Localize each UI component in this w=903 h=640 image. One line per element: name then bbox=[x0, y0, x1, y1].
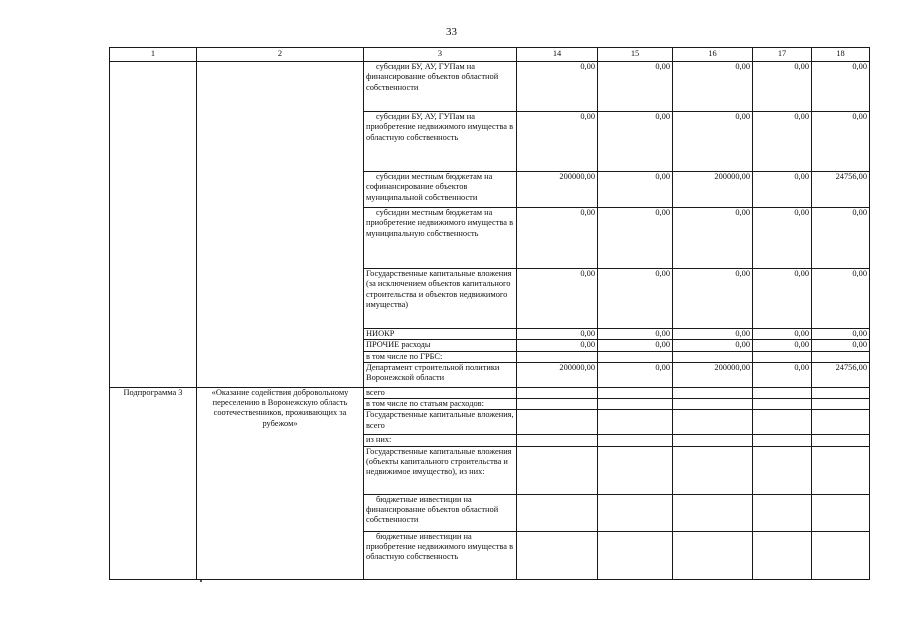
value-cell bbox=[812, 387, 870, 398]
value-cell bbox=[517, 446, 598, 494]
program-code-cell bbox=[110, 62, 197, 388]
value-cell: 0,00 bbox=[598, 112, 673, 172]
column-header: 16 bbox=[673, 48, 753, 62]
value-cell: 200000,00 bbox=[673, 362, 753, 387]
value-cell: 0,00 bbox=[753, 362, 812, 387]
value-cell: 0,00 bbox=[517, 340, 598, 351]
value-cell bbox=[753, 351, 812, 362]
value-cell: 200000,00 bbox=[673, 172, 753, 208]
value-cell bbox=[517, 531, 598, 579]
value-cell bbox=[673, 494, 753, 531]
row-label: Государственные капитальные вложения, всего bbox=[364, 410, 517, 435]
value-cell: 0,00 bbox=[812, 62, 870, 112]
value-cell: 0,00 bbox=[812, 269, 870, 329]
value-cell bbox=[598, 446, 673, 494]
column-header: 1 bbox=[110, 48, 197, 62]
row-label: ПРОЧИЕ расходы bbox=[364, 340, 517, 351]
value-cell bbox=[812, 446, 870, 494]
value-cell bbox=[812, 351, 870, 362]
value-cell: 0,00 bbox=[812, 329, 870, 340]
value-cell bbox=[673, 351, 753, 362]
column-header: 15 bbox=[598, 48, 673, 62]
value-cell: 24756,00 bbox=[812, 172, 870, 208]
value-cell: 0,00 bbox=[598, 208, 673, 269]
value-cell: 0,00 bbox=[673, 62, 753, 112]
program-code: Подпрограмма 3 bbox=[110, 387, 197, 579]
value-cell bbox=[598, 494, 673, 531]
value-cell bbox=[812, 399, 870, 410]
value-cell: 0,00 bbox=[812, 112, 870, 172]
value-cell bbox=[598, 399, 673, 410]
value-cell bbox=[673, 399, 753, 410]
row-label: из них: bbox=[364, 435, 517, 446]
value-cell: 0,00 bbox=[517, 329, 598, 340]
value-cell: 0,00 bbox=[812, 208, 870, 269]
row-label: в том числе по ГРБС: bbox=[364, 351, 517, 362]
value-cell bbox=[753, 387, 812, 398]
program-name-cell bbox=[197, 62, 364, 388]
program-name: «Оказание содействия добровольному переселению в Воронежскую область соотечественников, проживающих за рубежом» bbox=[197, 387, 364, 579]
value-cell bbox=[812, 435, 870, 446]
value-cell: 0,00 bbox=[812, 340, 870, 351]
scan-speck bbox=[200, 580, 202, 582]
row-label: субсидии БУ, АУ, ГУПам на финансирование объектов областной собственности bbox=[364, 62, 517, 112]
value-cell bbox=[812, 410, 870, 435]
value-cell: 0,00 bbox=[517, 208, 598, 269]
value-cell: 0,00 bbox=[598, 329, 673, 340]
budget-table bbox=[109, 47, 870, 580]
value-cell bbox=[517, 351, 598, 362]
value-cell: 0,00 bbox=[598, 340, 673, 351]
value-cell: 24756,00 bbox=[812, 362, 870, 387]
value-cell: 200000,00 bbox=[517, 172, 598, 208]
value-cell bbox=[753, 446, 812, 494]
row-label: бюджетные инвестиции на финансирование объектов областной собственности bbox=[364, 494, 517, 531]
value-cell: 0,00 bbox=[598, 362, 673, 387]
row-label: Государственные капитальные вложения (за исключением объектов капитального строительства и объектов недвижимого имущества) bbox=[364, 269, 517, 329]
value-cell: 0,00 bbox=[598, 62, 673, 112]
column-header: 2 bbox=[197, 48, 364, 62]
value-cell: 0,00 bbox=[753, 62, 812, 112]
column-header: 14 bbox=[517, 48, 598, 62]
column-header: 17 bbox=[753, 48, 812, 62]
value-cell: 0,00 bbox=[673, 269, 753, 329]
row-label: бюджетные инвестиции на приобретение недвижимого имущества в областную собственность bbox=[364, 531, 517, 579]
row-label: в том числе по статьям расходов: bbox=[364, 399, 517, 410]
table-row bbox=[110, 387, 870, 398]
row-label: субсидии местным бюджетам на приобретение недвижимого имущества в муниципальную собственность bbox=[364, 208, 517, 269]
row-label: субсидии местным бюджетам на софинансирование объектов муниципальной собственности bbox=[364, 172, 517, 208]
value-cell bbox=[753, 494, 812, 531]
value-cell bbox=[753, 399, 812, 410]
value-cell: 0,00 bbox=[598, 269, 673, 329]
value-cell bbox=[517, 387, 598, 398]
value-cell bbox=[517, 410, 598, 435]
value-cell bbox=[673, 435, 753, 446]
value-cell: 0,00 bbox=[673, 340, 753, 351]
value-cell: 0,00 bbox=[517, 269, 598, 329]
value-cell: 0,00 bbox=[753, 269, 812, 329]
value-cell bbox=[673, 387, 753, 398]
column-header: 18 bbox=[812, 48, 870, 62]
row-label: Государственные капитальные вложения (объекты капитального строительства и недвижимое имущество), из них: bbox=[364, 446, 517, 494]
row-label: всего bbox=[364, 387, 517, 398]
column-number-row bbox=[110, 48, 870, 62]
value-cell bbox=[598, 387, 673, 398]
row-label: субсидии БУ, АУ, ГУПам на приобретение недвижимого имущества в областную собственность bbox=[364, 112, 517, 172]
value-cell: 0,00 bbox=[753, 208, 812, 269]
value-cell: 0,00 bbox=[673, 112, 753, 172]
value-cell bbox=[598, 410, 673, 435]
value-cell bbox=[673, 531, 753, 579]
value-cell: 0,00 bbox=[517, 62, 598, 112]
value-cell: 0,00 bbox=[753, 329, 812, 340]
row-label: НИОКР bbox=[364, 329, 517, 340]
value-cell bbox=[598, 351, 673, 362]
column-header: 3 bbox=[364, 48, 517, 62]
value-cell: 0,00 bbox=[673, 329, 753, 340]
value-cell bbox=[812, 494, 870, 531]
value-cell: 200000,00 bbox=[517, 362, 598, 387]
value-cell bbox=[517, 399, 598, 410]
value-cell bbox=[673, 446, 753, 494]
value-cell bbox=[753, 435, 812, 446]
value-cell: 0,00 bbox=[517, 112, 598, 172]
value-cell bbox=[598, 435, 673, 446]
value-cell: 0,00 bbox=[673, 208, 753, 269]
value-cell: 0,00 bbox=[753, 172, 812, 208]
value-cell bbox=[517, 494, 598, 531]
value-cell bbox=[753, 531, 812, 579]
value-cell bbox=[812, 531, 870, 579]
table-row bbox=[110, 62, 870, 112]
value-cell bbox=[517, 435, 598, 446]
page-number: 33 bbox=[446, 26, 457, 38]
value-cell: 0,00 bbox=[753, 112, 812, 172]
value-cell bbox=[673, 410, 753, 435]
value-cell bbox=[598, 531, 673, 579]
value-cell bbox=[753, 410, 812, 435]
value-cell: 0,00 bbox=[753, 340, 812, 351]
value-cell: 0,00 bbox=[598, 172, 673, 208]
row-label: Департамент строительной политики Воронежской области bbox=[364, 362, 517, 387]
